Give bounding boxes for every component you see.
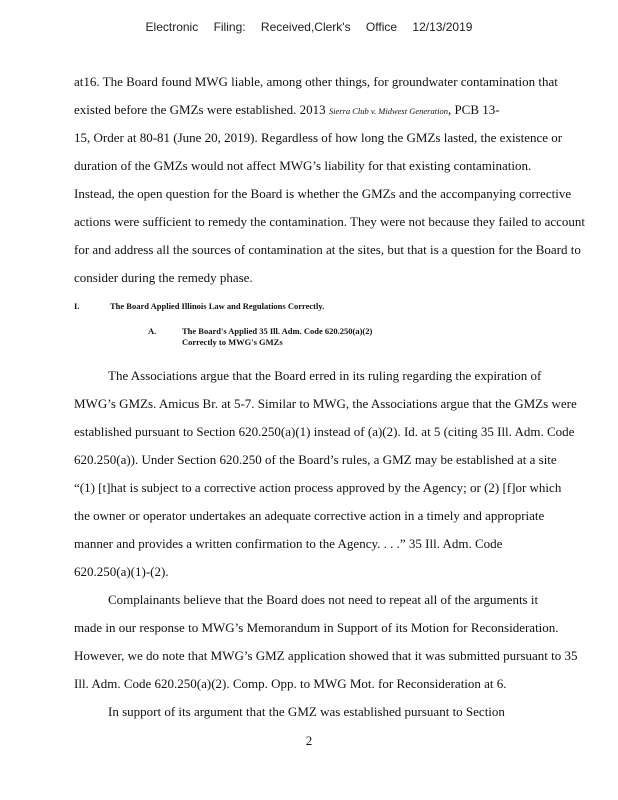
paragraph-1	[74, 68, 598, 292]
page-number: 2	[305, 733, 313, 748]
heading-number: I.	[74, 301, 80, 311]
header-electronic: Electronic	[145, 20, 199, 34]
paragraph-3	[74, 586, 598, 698]
text-segment: existed before the GMZs were established. 2013	[74, 102, 326, 117]
text-line: 15, Order at 80-81 (June 20, 2019). Regardless of how long the GMZs lasted, the existence or	[74, 130, 563, 145]
text-line: established pursuant to Section 620.250(a)(1) instead of (a)(2). Id. at 5 (citing 35 Ill. Adm. Code	[74, 424, 575, 439]
heading-text: The Board Applied Illinois Law and Regulations Correctly.	[110, 301, 325, 311]
text-line: at16. The Board found MWG liable, among other things, for groundwater contamination that	[74, 74, 558, 89]
text-line: Ill. Adm. Code 620.250(a)(2). Comp. Opp. to MWG Mot. for Reconsideration at 6.	[74, 676, 507, 691]
text-line: The Associations argue that the Board erred in its ruling regarding the expiration of	[108, 368, 542, 383]
pcb-citation: , PCB 13-	[447, 102, 500, 117]
text-line: Instead, the open question for the Board is whether the GMZs and the accompanying corrective	[74, 186, 572, 201]
text-line: 620.250(a)). Under Section 620.250 of the Board’s rules, a GMZ may be established at a site	[74, 452, 557, 467]
header-filing: Filing:	[213, 20, 246, 34]
text-line: “(1) [t]hat is subject to a corrective action process approved by the Agency; or (2) [f]or which	[74, 480, 562, 495]
text-line	[74, 96, 598, 124]
text-line: the owner or operator undertakes an adequate corrective action in a timely and appropriate	[74, 508, 545, 523]
document-body	[74, 68, 598, 726]
case-name: Sierra Club v. Midwest Generation	[328, 106, 448, 116]
text-line: actions were sufficient to remedy the contamination. They were not because they failed to account	[74, 214, 586, 229]
text-line: made in our response to MWG’s Memorandum in Support of its Motion for Reconsideration.	[74, 620, 559, 635]
text-line: In support of its argument that the GMZ was established pursuant to Section	[108, 704, 505, 719]
header-received: Received,Clerk's	[260, 20, 351, 34]
subsection-heading-a	[148, 326, 598, 348]
text-line: for and address all the sources of contamination at the sites, but that is a question for the Board to	[74, 242, 581, 257]
section-heading-i	[74, 298, 598, 314]
text-line: duration of the GMZs would not affect MWG’s liability for that existing contamination.	[74, 158, 532, 173]
text-line: 620.250(a)(1)-(2).	[74, 564, 169, 579]
text-line: manner and provides a written confirmation to the Agency. . . .” 35 Ill. Adm. Code	[74, 536, 503, 551]
paragraph-4	[74, 698, 598, 726]
efiling-header	[0, 20, 618, 34]
header-date: 12/13/2019	[412, 20, 473, 34]
text-line: Complainants believe that the Board does not need to repeat all of the arguments it	[108, 592, 539, 607]
text-line: MWG’s GMZs. Amicus Br. at 5-7. Similar to MWG, the Associations argue that the GMZs were	[74, 396, 577, 411]
paragraph-2	[74, 362, 598, 586]
heading-letter: A.	[148, 326, 157, 336]
text-line: However, we do note that MWG’s GMZ application showed that it was submitted pursuant to 35	[74, 648, 578, 663]
text-line: consider during the remedy phase.	[74, 270, 253, 285]
heading-text: The Board's Applied 35 Ill. Adm. Code 620.250(a)(2) Correctly to MWG's GMZs	[182, 326, 373, 347]
header-office: Office	[365, 20, 398, 34]
